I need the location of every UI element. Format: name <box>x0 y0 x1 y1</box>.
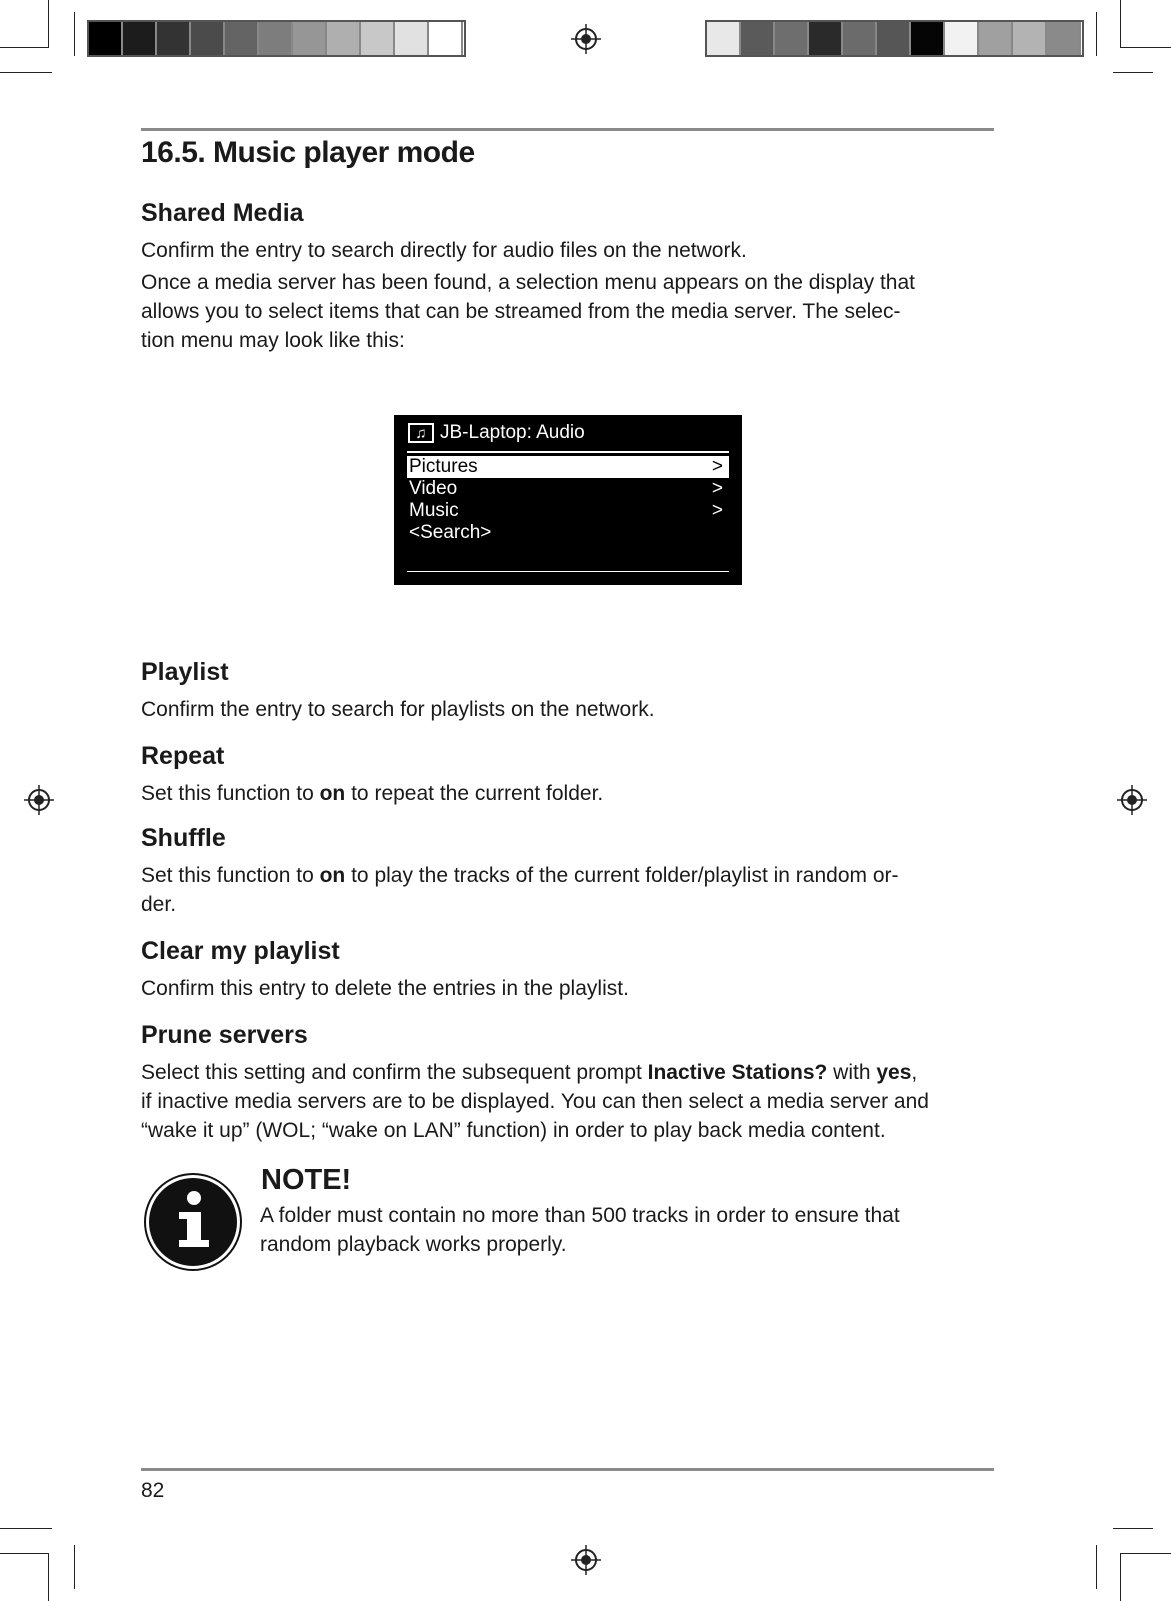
note-text-line-2: random playback works properly. <box>260 1233 567 1256</box>
shared-media-para-1: Confirm the entry to search directly for audio files on the network. <box>141 239 747 262</box>
heading-prune-servers: Prune servers <box>141 1021 308 1049</box>
crop-mark <box>0 72 52 73</box>
shared-media-para-2-line-3: tion menu may look like this: <box>141 329 405 352</box>
music-note-icon: ♫ <box>408 423 434 443</box>
text-segment: to play the tracks of the current folder/playlist in random or- <box>345 864 899 887</box>
grayscale-calibration-bar-right <box>705 20 1084 57</box>
text-segment: Select this setting and confirm the subsequent prompt <box>141 1061 648 1084</box>
text-segment: , <box>911 1061 918 1084</box>
top-divider <box>141 128 994 131</box>
crop-mark <box>74 1545 75 1589</box>
prune-servers-line-2: if inactive media servers are to be displayed. You can then select a media server and <box>141 1090 929 1113</box>
crop-mark <box>1120 1553 1171 1554</box>
bold-term: yes <box>876 1061 912 1084</box>
heading-shuffle: Shuffle <box>141 824 226 852</box>
display-separator-top <box>407 451 729 453</box>
shuffle-text-line-2: der. <box>141 893 177 916</box>
note-title: NOTE! <box>261 1164 352 1196</box>
display-item-label: Music <box>409 500 459 521</box>
crop-mark <box>1120 0 1121 48</box>
prune-servers-line-3: “wake it up” (WOL; “wake on LAN” function) in order to play back media content. <box>141 1119 886 1142</box>
chevron-right-icon: > <box>711 478 723 499</box>
registration-mark-icon <box>571 24 601 54</box>
text-segment: to repeat the current folder. <box>345 782 604 805</box>
chevron-right-icon: > <box>711 500 723 521</box>
shuffle-text-line-1 <box>141 861 996 891</box>
crop-mark <box>74 12 75 56</box>
heading-shared-media: Shared Media <box>141 199 304 227</box>
bottom-divider <box>141 1468 994 1471</box>
crop-mark <box>1120 1553 1121 1601</box>
shared-media-para-2-line-1: Once a media server has been found, a selection menu appears on the display that <box>141 271 915 294</box>
display-item-label: Pictures <box>409 456 478 477</box>
display-menu-item-video <box>407 478 729 500</box>
heading-clear-my-playlist: Clear my playlist <box>141 937 340 965</box>
text-segment: Set this function to <box>141 782 320 805</box>
clear-playlist-text: Confirm this entry to delete the entries in the playlist. <box>141 977 629 1000</box>
crop-mark <box>48 0 49 48</box>
registration-mark-icon <box>1117 785 1147 815</box>
radio-display-screenshot <box>394 415 742 585</box>
heading-playlist: Playlist <box>141 658 229 686</box>
display-separator-bottom <box>407 571 729 572</box>
display-header <box>408 422 585 444</box>
info-icon <box>143 1172 243 1272</box>
shared-media-para-2-line-2: allows you to select items that can be streamed from the media server. The selec- <box>141 300 901 323</box>
page-number: 82 <box>141 1479 165 1502</box>
section-title: 16.5. Music player mode <box>141 136 475 169</box>
crop-mark <box>48 1553 49 1601</box>
grayscale-calibration-bar-left <box>87 20 466 57</box>
text-segment: Set this function to <box>141 864 320 887</box>
bold-term: Inactive Stations? <box>647 1061 828 1084</box>
crop-mark <box>1113 1528 1153 1529</box>
display-menu-item-music <box>407 500 729 522</box>
prune-servers-line-1 <box>141 1058 996 1088</box>
playlist-text: Confirm the entry to search for playlists on the network. <box>141 698 655 721</box>
chevron-right-icon: > <box>711 456 723 477</box>
crop-mark <box>0 1528 52 1529</box>
display-menu-item-search <box>407 522 729 544</box>
repeat-text <box>141 779 996 809</box>
display-item-label: <Search> <box>409 522 492 543</box>
crop-mark <box>1120 47 1171 48</box>
bold-term: on <box>319 782 346 805</box>
registration-mark-icon <box>571 1545 601 1575</box>
bold-term: on <box>319 864 346 887</box>
crop-mark <box>0 47 48 48</box>
registration-mark-icon <box>24 785 54 815</box>
text-segment: with <box>827 1061 877 1084</box>
crop-mark <box>1096 1545 1097 1589</box>
crop-mark <box>1096 12 1097 56</box>
display-menu-item-pictures <box>407 456 729 478</box>
crop-mark <box>0 1553 48 1554</box>
display-title: JB-Laptop: Audio <box>440 422 585 443</box>
heading-repeat: Repeat <box>141 742 225 770</box>
note-text-line-1: A folder must contain no more than 500 tracks in order to ensure that <box>260 1204 900 1227</box>
display-item-label: Video <box>409 478 458 499</box>
crop-mark <box>1113 72 1153 73</box>
